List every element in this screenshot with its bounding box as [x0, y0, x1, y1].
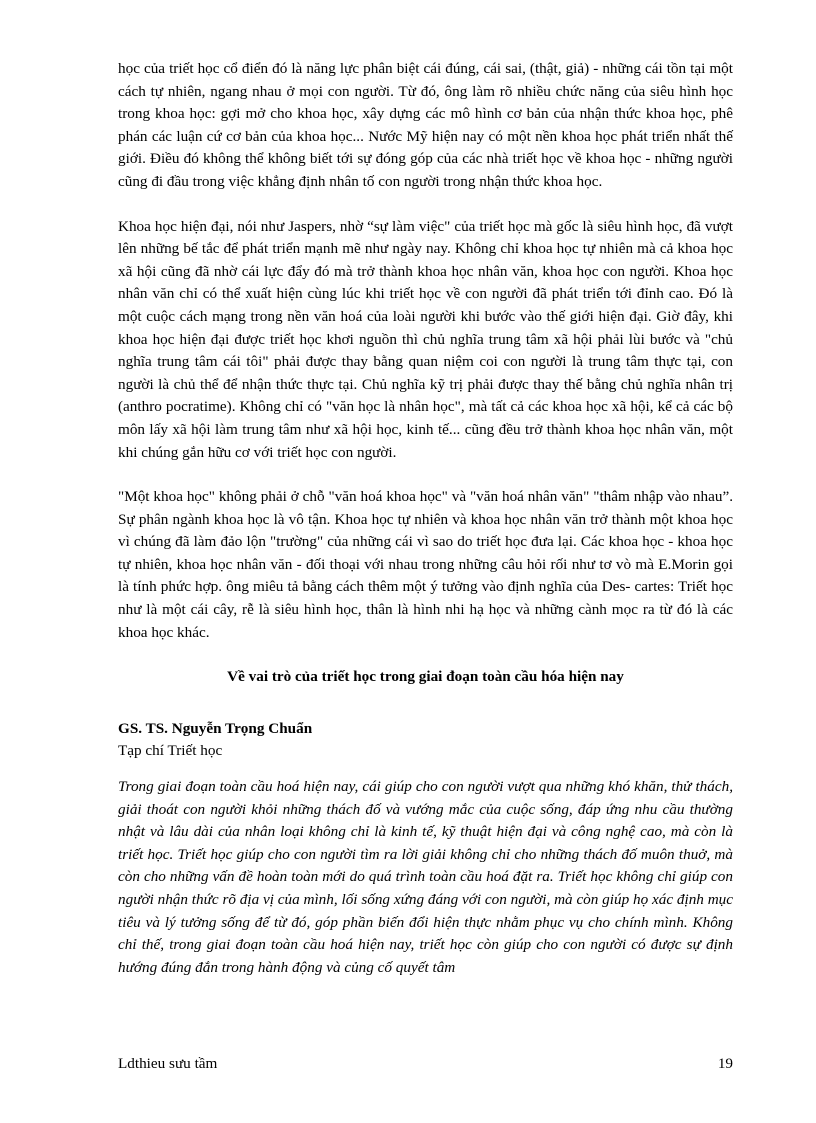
section-title: Về vai trò của triết học trong giai đoạn toàn cầu hóa hiện nay [227, 668, 624, 686]
article-abstract: Trong giai đoạn toàn cầu hoá hiện nay, cái giúp cho con người vượt qua những khó khăn, thử thách, giải thoát con người khỏi những thách đố và vướng mắc của cuộc sống, đáp ứng nhu cầu thường nhật và lâu dài của nhân loại không chỉ là kinh tế, kỹ thuật hiện đại và công nghệ cao, mà còn là triết học. Triết học giúp cho con người tìm ra lời giải không chỉ cho những thách đố muôn thuở, mà còn cho những vấn đề hoàn toàn mới do quá trình toàn cầu hoá đặt ra. Triết học không chỉ giúp con người nhận thức rõ địa vị của mình, lối sống xứng đáng với con người, mà còn giúp họ xác định mục tiêu và lý tưởng sống để từ đó, góp phần biến đổi hiện thực nhằm phục vụ cho chính mình. Không chỉ thế, trong giai đoạn toàn cầu hoá hiện nay, triết học còn giúp cho con người có được sự định hướng đúng đắn trong hành động và củng cố quyết tâm [118, 778, 733, 976]
footer-credit: Ldthieu sưu tầm [118, 1055, 218, 1072]
page-number: 19 [717, 1055, 733, 1072]
body-paragraph-2: Khoa học hiện đại, nói như Jaspers, nhờ “sự làm việc" của triết học mà gốc là siêu hình học, đã vượt lên những bế tắc để phát triển mạnh mẽ như ngày nay. Không chỉ khoa học tự nhiên mà cả khoa học xã hội cũng đã nhờ cái lực đẩy đó mà trở thành khoa học nhân văn, khoa học con người. Khoa học nhân văn chỉ có thể xuất hiện cùng lúc khi triết học về con người đã phát triển tới đỉnh cao. Đó là một cuộc cách mạng trong nền văn hoá của loài người khi bước vào thế giới hiện đại. Giờ đây, khi khoa học hiện đại được triết học khơi nguồn thì chủ nghĩa trung tâm xã hội phải lùi bước và "chủ nghĩa trung tâm cái tôi" phải được thay bằng quan niệm coi con người là trung tâm thực tại, con người là chủ thể để nhận thức thực tại. Chủ nghĩa kỹ trị phải được thay thế bằng chủ nghĩa nhân trị (anthro pocratime). Không chỉ có "văn học là nhân học", mà tất cả các khoa học xã hội, kể cả các bộ môn lấy xã hội làm trung tâm như xã hội học, kinh tế... cũng đều trở thành khoa học nhân văn, một khi chúng gắn hữu cơ với triết học con người. [118, 217, 733, 461]
body-paragraph-3: "Một khoa học" không phải ở chỗ "văn hoá khoa học" và "văn hoá nhân văn" "thâm nhập vào nhau”. Sự phân ngành khoa học là vô tận. Khoa học tự nhiên và khoa học nhân văn trở thành một khoa học vì chúng đã làm đảo lộn "trường" của những cái vì sao do triết học đưa lại. Các khoa học - khoa học tự nhiên, khoa học nhân văn - đối thoại với nhau trong những câu hỏi rối như tơ vò mà E.Morin gọi là tính phức hợp. ông miêu tả bằng cách thêm một ý tưởng vào định nghĩa của Des- cartes: Triết học như là một cái cây, rễ là siêu hình học, thân là hình nhi hạ học và những cành mọc ra từ đó là các khoa học khác. [118, 488, 733, 641]
article-source: Tạp chí Triết học [118, 742, 223, 760]
body-paragraph-1: học của triết học cổ điển đó là năng lực phân biệt cái đúng, cái sai, (thật, giả) - những cái tồn tại một cách tự nhiên, ngang nhau ở mọi con người. Từ đó, ông làm rõ nhiều chức năng của siêu hình học trong khoa học: gợi mở cho khoa học, xây dựng các mô hình cơ bản của nhận thức khoa học, phê phán các luận cứ cơ bản của khoa học... Nước Mỹ hiện nay có một nền khoa học phát triển nhất thế giới. Điều đó không thể không biết tới sự đóng góp của các nhà triết học về khoa học - những người cũng đi đầu trong việc khẳng định nhân tố con người trong nhận thức khoa học. [118, 60, 733, 190]
page-body [118, 58, 733, 979]
article-author: GS. TS. Nguyễn Trọng Chuẩn [118, 719, 313, 737]
